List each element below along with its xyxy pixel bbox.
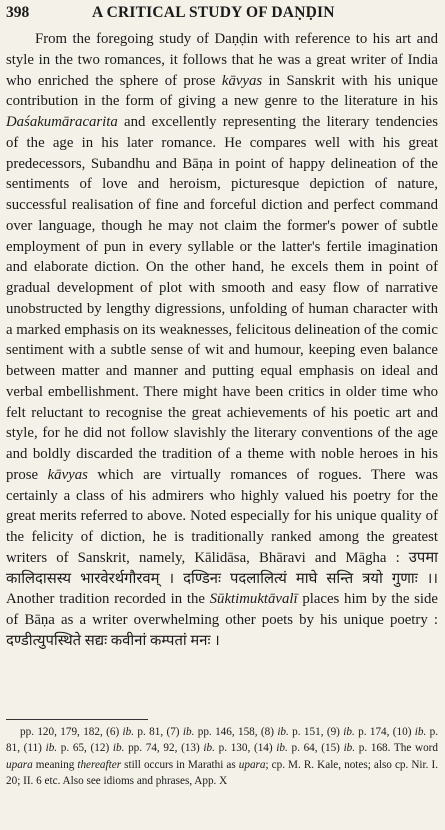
footnote-run-italic: upara — [6, 758, 33, 771]
body-paragraph — [6, 29, 438, 652]
footnote-run-italic: ib. — [203, 742, 215, 755]
footnote-run-italic: ib. — [276, 742, 288, 755]
footnote-run: p. 130, (14) — [214, 742, 277, 755]
footnote-run: pp. 120, 179, 182, (6) — [20, 726, 123, 738]
footnote-run-italic: ib. — [112, 742, 125, 755]
footnote-run-italic: ib. — [45, 742, 58, 755]
footnote-text — [6, 724, 438, 789]
footnote-run: p. 64, (15) — [287, 742, 344, 755]
footnote-run: still occurs in Marathi as — [121, 758, 239, 771]
text-run-italic: Daśakumāracarita — [6, 114, 118, 130]
running-title: A CRITICAL STUDY OF DAṆḌIN — [92, 4, 335, 21]
page-number: 398 — [6, 4, 30, 21]
running-header — [6, 2, 438, 24]
text-run-italic: kāvyas — [221, 72, 263, 89]
footnote-run-italic: upara — [238, 758, 266, 771]
text-run: in Sanskrit with his unique contribution in the form of giving a new genre to the literature in his — [6, 72, 439, 110]
text-run-italic: Sūktimuktāvalī — [209, 591, 298, 608]
footnote-run-italic: ib. — [414, 726, 427, 738]
text-run: From the foregoing study of Daṇḍin with reference to his art and style in the two romances, it follows that he was a great writer of India who enriched the sphere of prose — [6, 31, 438, 89]
text-run: and excellently representing the literary tendencies of the age in his later romance. He compares well with his great predecessors, Subandhu and Bāṇa in point of happy delineation of the sentiments of love and heroism, picturesque depiction of nature, successful realisation of fine and forceful diction and perfect command over language, though he may not claim the former's power of subtle employment of pun in every syllable or the latter's fertile imagination and elaborate diction. On the other hand, he excels them in point of gradual development of plot with smooth and easy flow of narrative unobstructed by lengthy digressions, unfolding of human character with a marked emphasis on its weaknesses, felicitous delineation of the comic sentiment with a subtle sense of wit and humour, keeping even balance between matter and manner and putting equal emphasis on ideal and verbal embellishment. There might have been critics in older time who felt reluctant to recognise the great achievements of his poetic art and style, for he did not follow slavishly the literary conventions of the age and boldly discarded the tradition of a theme with noble heroes in his prose — [6, 114, 438, 483]
footnote-run-italic: thereafter — [77, 758, 122, 771]
footnote-run-italic: ib. — [343, 726, 355, 738]
footnote-run: pp. 146, 158, (8) — [194, 726, 278, 738]
footnote-run: p. 168. The word — [355, 742, 438, 755]
footnote-run: meaning — [32, 758, 78, 771]
footnote-run: p. 65, (12) — [57, 742, 113, 755]
footnote-run: p. 174, (10) — [354, 726, 415, 738]
text-run: places him by the side of Bāṇa as a writer overwhelming other poets by his unique poetry : दण्डीत्युपस्थिते सद्यः कवीनां कम्पतां मनः । — [6, 591, 438, 649]
text-run-italic: kāvyas — [47, 466, 88, 483]
footnote-run: ; cp. M. R. Kale, notes; also cp. Nir. I. 20; II. 6 etc. Also see idioms and phrases, App. X — [6, 758, 439, 787]
footnote-run-italic: ib. — [182, 726, 195, 738]
footnote-run-italic: ib. — [343, 742, 356, 755]
footnote-run: p. 81, (7) — [134, 726, 183, 738]
footnote-run: p. 81, (11) — [6, 726, 439, 755]
footnote-run-italic: ib. — [122, 726, 135, 738]
text-run: which are virtually romances of rogues. There was certainly a class of his admirers who highly valued his poetry for the great merits referred to above. Noted especially for his unique quality of the felicity of diction, he is traditionally ranked among the greatest writers of Sanskrit, namely, Kālidāsa, Bhāravi and Māgha : उपमा कालिदासस्य भारवेरर्थगौरवम् । दण्डिनः पदलालित्यं माघे सन्ति त्रयो गुणाः ।। Another tradition recorded in the — [6, 466, 439, 608]
footnote-run: pp. 74, 92, (13) — [124, 742, 204, 755]
footnote-run-italic: ib. — [277, 726, 289, 738]
footnote-separator — [6, 719, 148, 720]
footnote-run: p. 151, (9) — [288, 726, 344, 738]
